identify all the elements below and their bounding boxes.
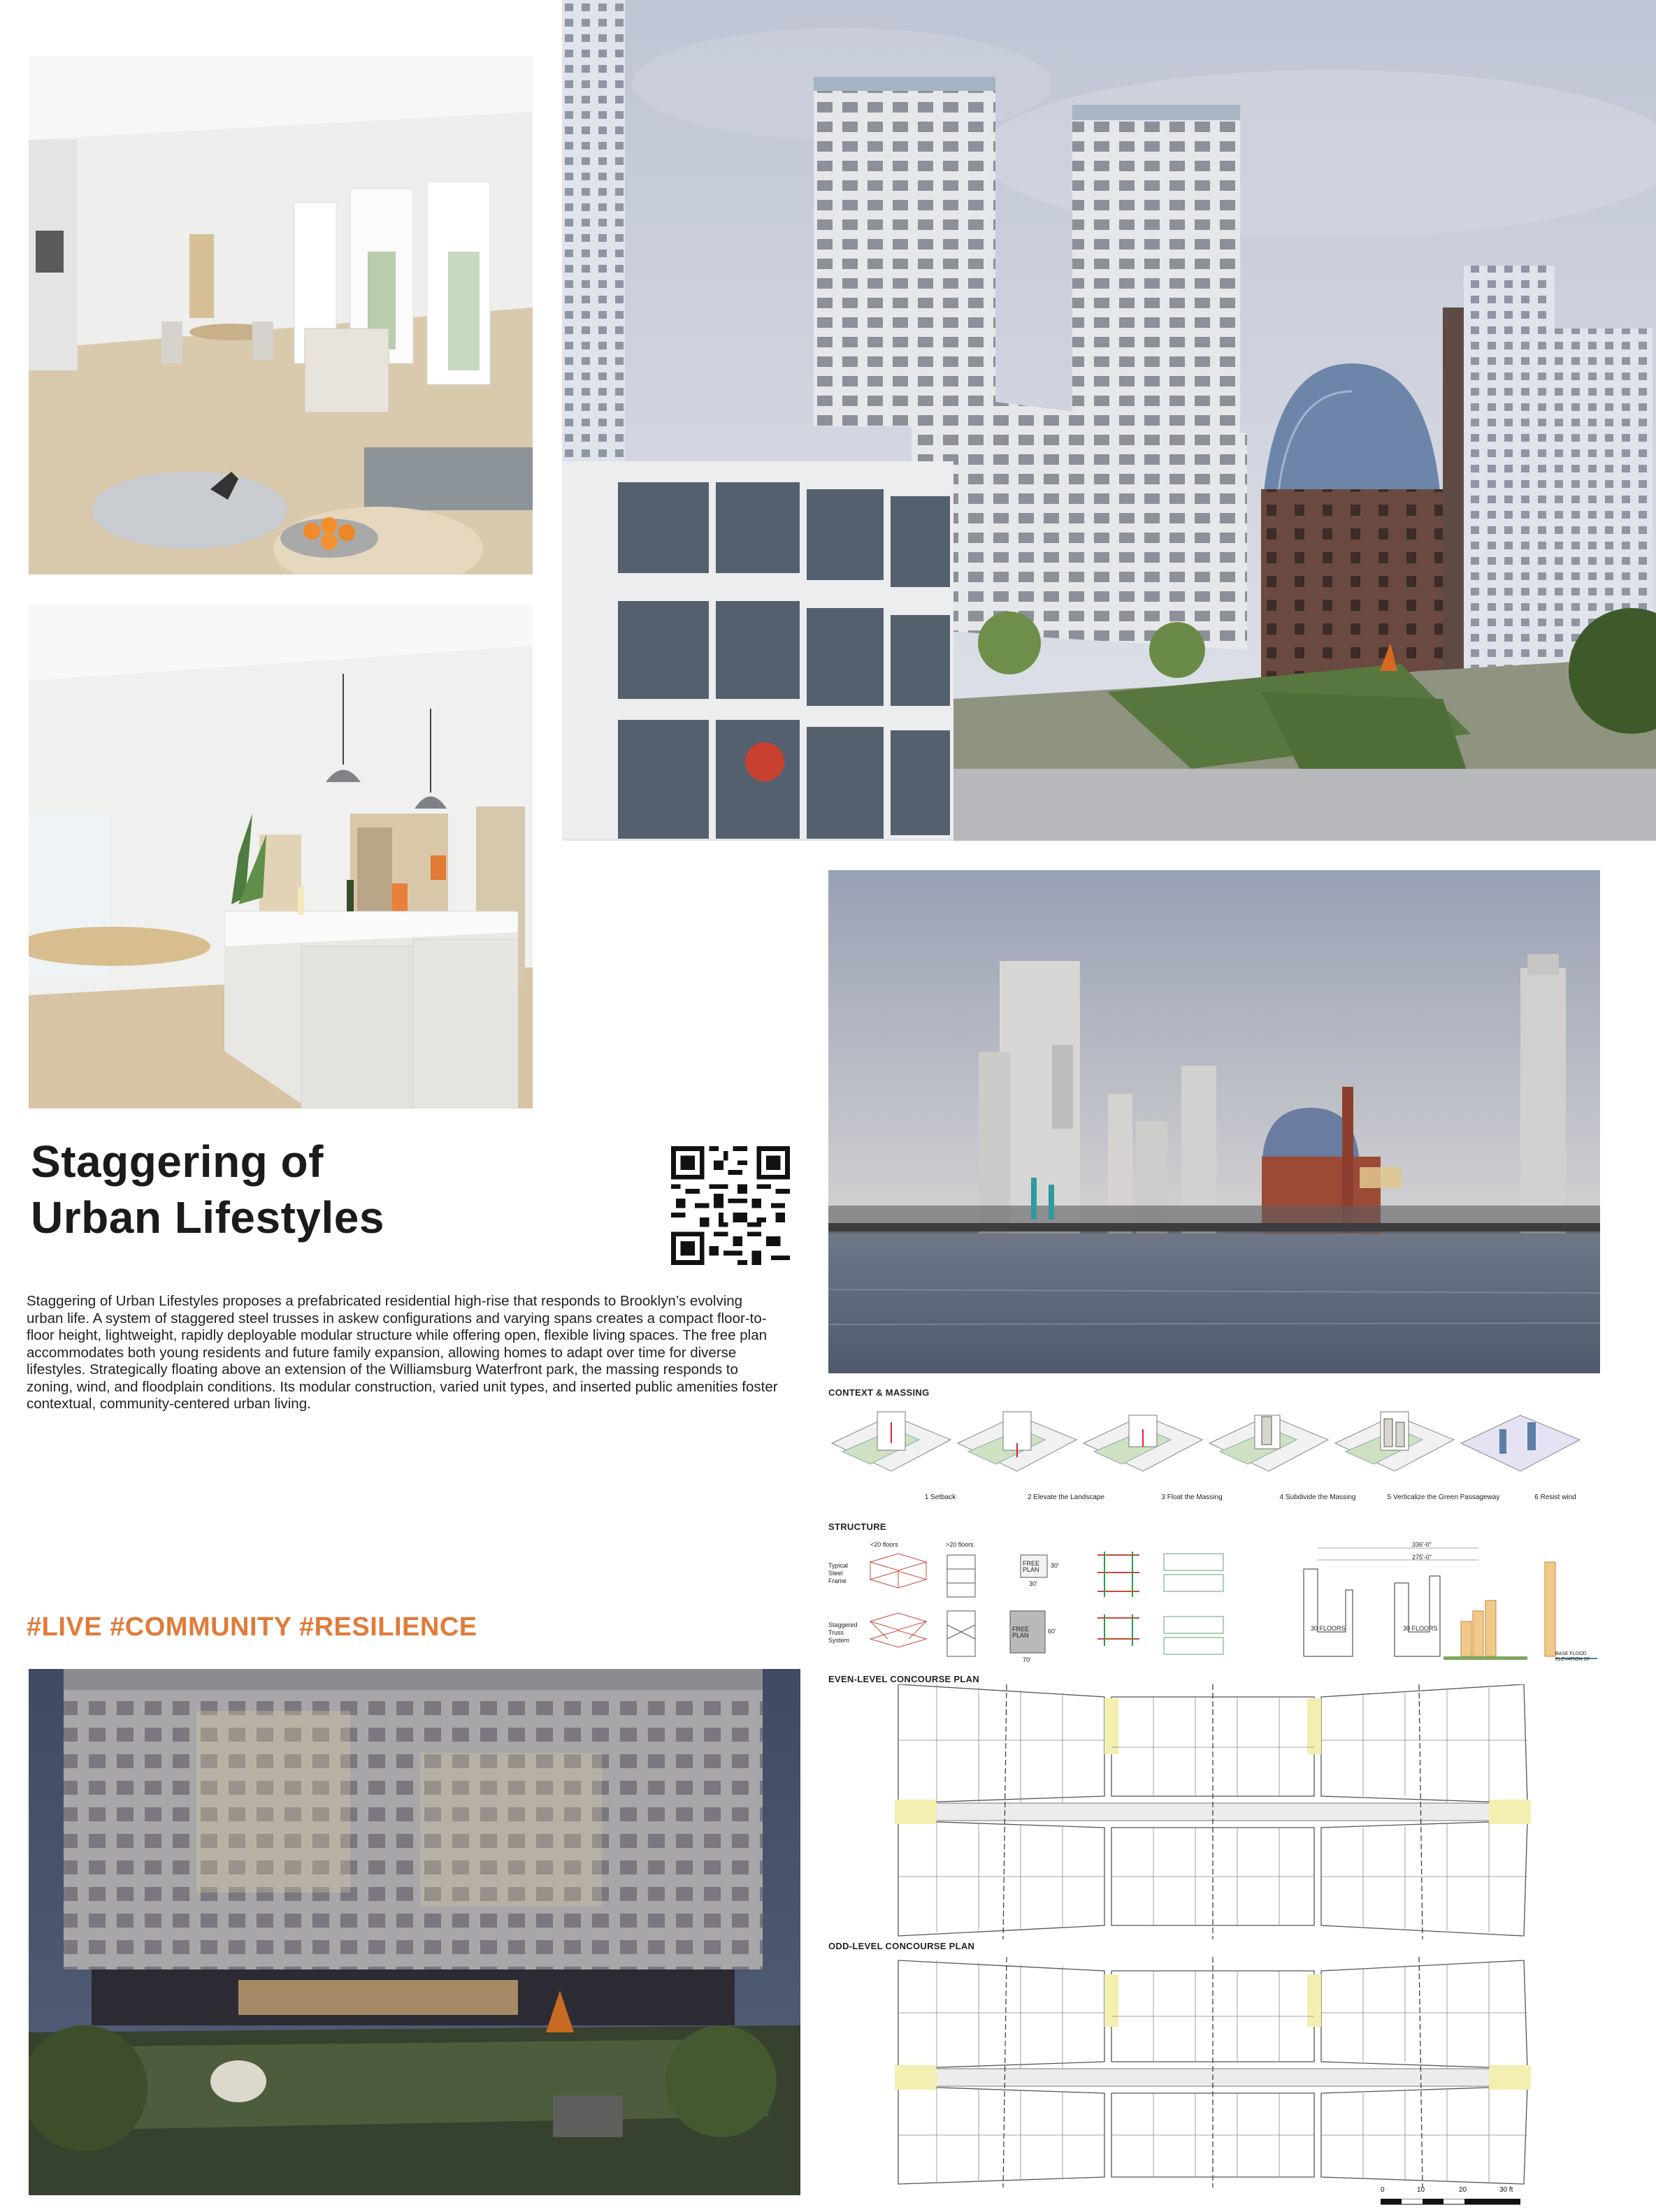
height-top-label: 336'-0" (1412, 1541, 1432, 1548)
massing-step-5: 5 Verticalize the Green Passageway (1387, 1494, 1500, 1501)
project-title-line-1: Staggering of (31, 1136, 324, 1187)
massing-step-2: 2 Elevate the Landscape (1027, 1494, 1105, 1501)
structure-col-right-label: >20 floors (946, 1541, 974, 1548)
scale-bar (1381, 2185, 1520, 2206)
floors-label-2: 30 FLOORS (1403, 1625, 1438, 1632)
massing-step-1: 1 Setback (924, 1494, 956, 1501)
project-description: Staggering of Urban Lifestyles proposes a prefabricated residential high-rise that responds to Brooklyn’s evolving urban life. A system of staggered steel trusses in askew configurations and varying spans creates a compact floor-to-floor height, lightweight, rapidly deployable modular structure while offering open, flexible living spaces. The free plan accommodates both young residents and future family expansion, allowing homes to adapt over time for diverse lifestyles. Strategically floating above an extension of the Williamsburg Waterfront park, the massing responds to zoning, wind, and floodplain conditions. Its modular construction, varied unit types, and inserted public amenities foster contextual, community-centered urban living. (27, 1293, 778, 1412)
structure-diagrams (828, 1534, 1600, 1667)
structure-row1-line1: Typical (828, 1562, 849, 1569)
interior-kitchen-render (29, 604, 533, 1108)
odd-plan-heading: ODD-LEVEL CONCOURSE PLAN (828, 1941, 975, 1951)
waterfront-skyline-render (828, 870, 1600, 1373)
structure-row2-line2: Truss (828, 1629, 844, 1636)
exterior-street-view-render (562, 0, 1656, 841)
massing-diagrams (828, 1401, 1600, 1513)
project-title-line-2: Urban Lifestyles (31, 1192, 384, 1243)
massing-step-3: 3 Float the Massing (1161, 1494, 1223, 1501)
dim-60-label: 60' (1048, 1628, 1056, 1635)
massing-step-6: 6 Resist wind (1534, 1494, 1576, 1501)
floors-label-1: 30 FLOORS (1311, 1625, 1346, 1632)
free-plan-label-2: FREE PLAN (1012, 1626, 1030, 1639)
dim-30-label-bottom: 30' (1029, 1580, 1037, 1587)
scale-label-20: 20 (1459, 2186, 1467, 2194)
structure-row1-line3: Frame (828, 1577, 847, 1584)
scale-label-10: 10 (1417, 2186, 1425, 2194)
massing-step-4: 4 Subdivide the Massing (1279, 1494, 1356, 1501)
qr-code[interactable] (671, 1146, 790, 1265)
structure-heading: STRUCTURE (828, 1521, 886, 1532)
structure-row1-line2: Steel (828, 1570, 843, 1577)
dim-30-label: 30' (1051, 1562, 1059, 1569)
even-level-plan-drawing (895, 1684, 1531, 1939)
scale-label-30ft: 30 ft (1499, 2186, 1513, 2194)
dim-70-label: 70' (1023, 1656, 1031, 1663)
structure-row2-line3: System (828, 1637, 850, 1644)
night-exterior-render (29, 1669, 800, 2195)
height-second-label: 275'-0" (1412, 1554, 1432, 1561)
scale-label-0: 0 (1381, 2186, 1385, 2194)
structure-col-left-label: <20 floors (870, 1541, 898, 1548)
project-title (31, 1134, 384, 1245)
base-flood-label: BASE FLOOD ELEVATION 15' (1555, 1651, 1590, 1662)
interior-living-room-render (29, 56, 533, 574)
free-plan-label-1: FREE PLAN (1023, 1560, 1040, 1573)
even-plan-heading: EVEN-LEVEL CONCOURSE PLAN (828, 1674, 980, 1684)
context-massing-heading: CONTEXT & MASSING (828, 1387, 930, 1398)
structure-row2-line1: Staggered (828, 1621, 858, 1628)
hashtags: #LIVE #COMMUNITY #RESILIENCE (27, 1612, 477, 1642)
odd-level-plan-drawing (895, 1957, 1531, 2212)
